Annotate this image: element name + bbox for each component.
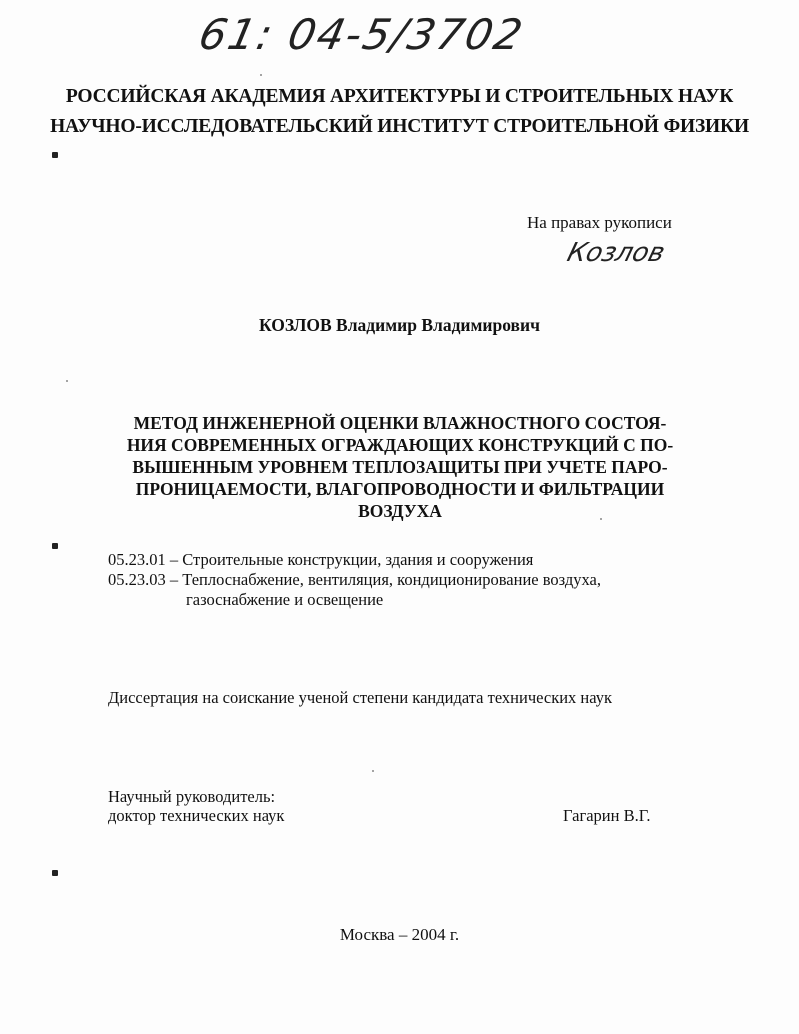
scan-speck <box>600 518 602 520</box>
supervisor-degree: доктор технических наук <box>108 806 285 825</box>
scan-mark <box>52 543 58 549</box>
scan-mark <box>52 152 58 158</box>
specialty-code-1: 05.23.01 – Строительные конструкции, здания и сооружения <box>108 550 534 569</box>
title-line: МЕТОД ИНЖЕНЕРНОЙ ОЦЕНКИ ВЛАЖНОСТНОГО СОСТОЯ- <box>133 413 667 433</box>
title-line: ПРОНИЦАЕМОСТИ, ВЛАГОПРОВОДНОСТИ И ФИЛЬТРАЦИИ <box>135 479 665 499</box>
author-name: КОЗЛОВ Владимир Владимирович <box>259 315 540 335</box>
supervisor-name: Гагарин В.Г. <box>563 806 651 825</box>
specialty-code-2-continuation: газоснабжение и освещение <box>186 590 384 609</box>
scan-speck <box>260 74 262 76</box>
organization-line-2: НАУЧНО-ИССЛЕДОВАТЕЛЬСКИЙ ИНСТИТУТ СТРОИТЕЛЬНОЙ ФИЗИКИ <box>50 116 749 137</box>
author-signature: Козлов <box>563 238 669 268</box>
manuscript-rights-note: На правах рукописи <box>527 213 672 232</box>
title-line: ВОЗДУХА <box>358 501 442 521</box>
title-line: ВЫШЕННЫМ УРОВНЕМ ТЕПЛОЗАЩИТЫ ПРИ УЧЕТЕ ПАРО- <box>132 457 668 477</box>
supervisor-label: Научный руководитель: <box>108 787 276 806</box>
specialty-code-2: 05.23.03 – Теплоснабжение, вентиляция, кондиционирование воздуха, <box>108 570 601 589</box>
organization-line-1: РОССИЙСКАЯ АКАДЕМИЯ АРХИТЕКТУРЫ И СТРОИТЕЛЬНЫХ НАУК <box>65 86 734 107</box>
dissertation-title <box>100 412 700 522</box>
scan-speck <box>66 380 68 382</box>
scan-mark <box>52 870 58 876</box>
scan-speck <box>372 770 374 772</box>
dissertation-degree-statement: Диссертация на соискание ученой степени кандидата технических наук <box>108 688 612 707</box>
city-year: Москва – 2004 г. <box>339 925 460 944</box>
archive-code-handwritten: 61: 04-5/3702 <box>194 10 529 59</box>
title-line: НИЯ СОВРЕМЕННЫХ ОГРАЖДАЮЩИХ КОНСТРУКЦИЙ С ПО- <box>126 435 674 455</box>
